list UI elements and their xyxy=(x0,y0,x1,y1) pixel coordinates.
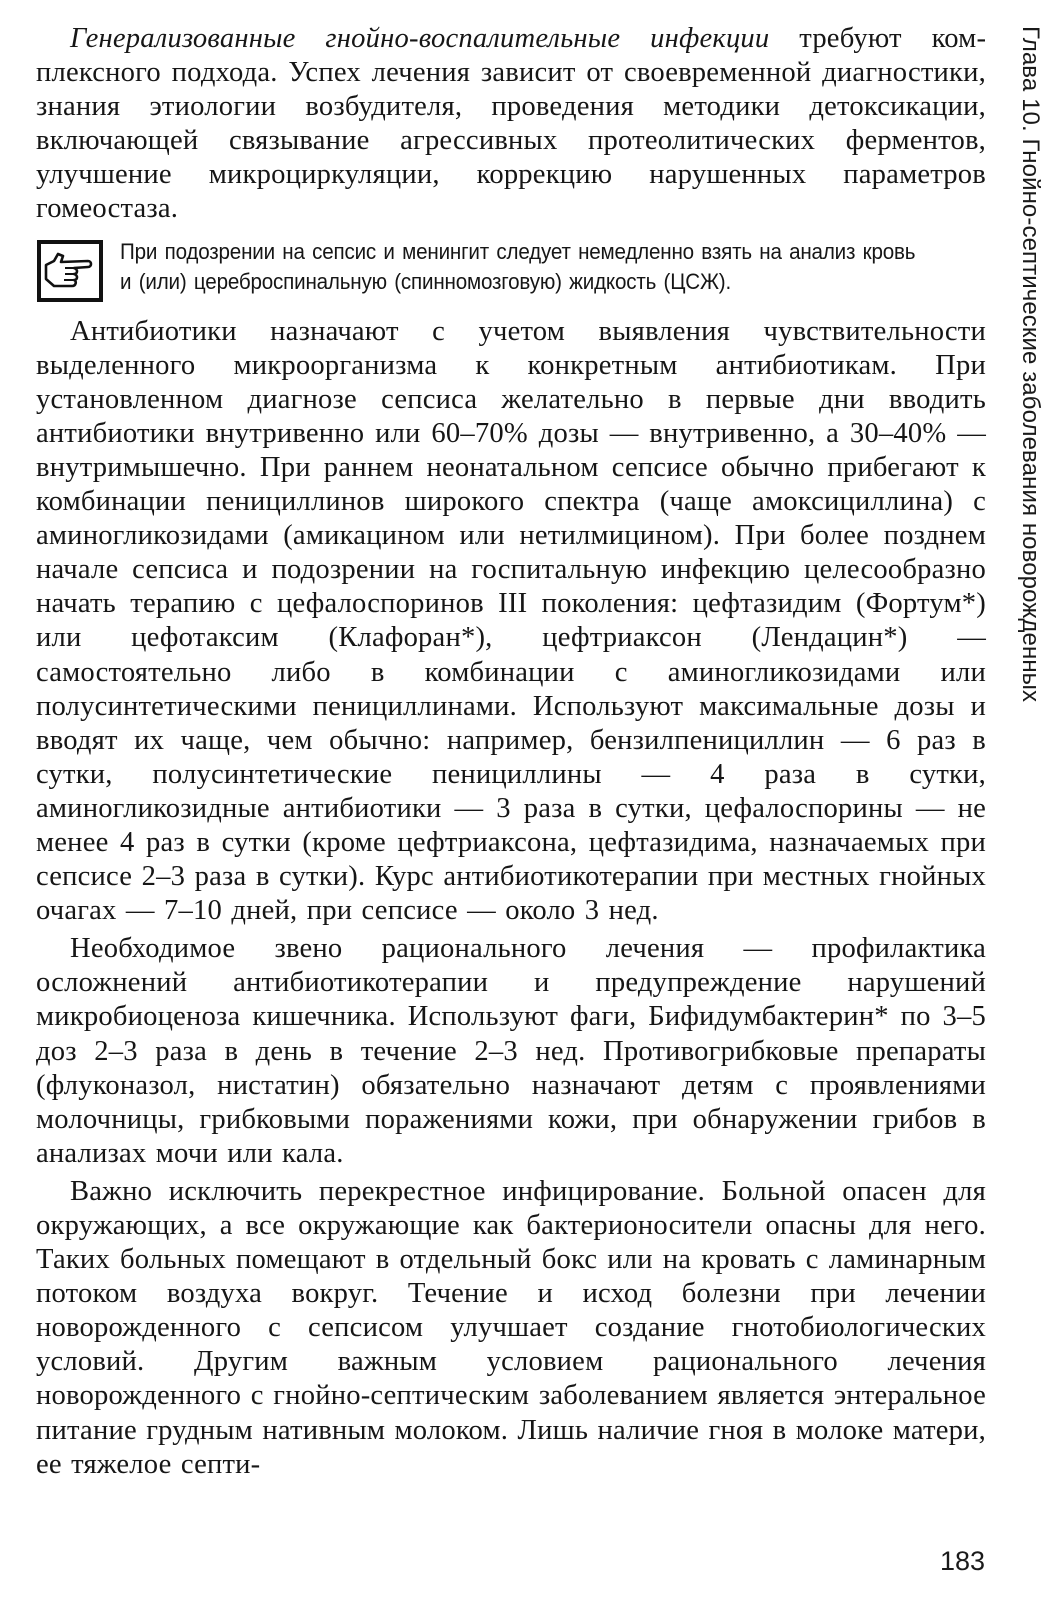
intro-paragraph xyxy=(36,22,986,227)
note-text: При подозрении на сепсис и менингит следует немедленно взять на анализ кровь и (или) цереброспинальную (спинномозговую) жидкость (ЦСЖ). xyxy=(120,238,916,294)
page-number: 183 xyxy=(939,1546,985,1576)
paragraph-antibiotics: Антибиотики назначают с учетом выявления чувствительности выделенного микроорганизма к конкретным антибиотикам. При установленном диагнозе сепсиса желательно в первые дни вводить антибиотики внутривенно или 60–70% дозы — внутривенно, а 30–40% — внутримышечно. При раннем неонатальном сепсисе обычно прибегают к комбинации пенициллинов широкого спектра (чаще амоксициллина) с аминогликозидами (амикацином или нетилмицином). При более позднем начале сепсиса и подозрении на госпитальную инфекцию целесообразно начать терапию с цефалоспоринов III поколения: цефтазидим (Фортум*) или цефотаксим (Клафоран*), цефтриаксон (Лендацин*) — самостоятельно либо в комбинации с аминогликозидами или полусинтетическими пенициллинами. Используют максимальные дозы и вводят их чаще, чем обычно: например, бензилпенициллин — 6 раз в сутки, полусинтетические пенициллины — 4 раза в сутки, аминогликозидные антибиотики — 3 раза в сутки, цефалоспорины — не менее 4 раз в сутки (кроме цефтриаксона, цефтазидима, назначаемых при сепсисе 2–3 раза в сутки). Курс антибиотикотерапии при местных гнойных очагах — 7–10 дней, при сепсисе — около 3 нед. xyxy=(36,315,986,927)
page-body xyxy=(36,22,986,1482)
pointing-hand-icon xyxy=(36,239,106,303)
note-box xyxy=(36,237,986,303)
paragraph-cross-infection: Важно исключить перекрестное инфицирование. Больной опасен для окружающих, а все окружающие как бактерионосители опасны для него. Таких больных помещают в отдельный бокс или на кровать с ламинарным потоком воздуха вокруг. Течение и исход болезни при лечении новорожденного с сепсисом улучшает создание гнотобиологических условий. Другим важным условием рационального лечения новорожденного с гнойно-септическим заболеванием является энтеральное питание грудным нативным молоком. Лишь наличие гноя в молоке матери, ее тяжелое септи- xyxy=(36,1175,986,1480)
paragraph-prophylaxis: Необходимое звено рационального лечения — профилактика осложнений антибиотикотерапии и предупреждение нарушений микробиоценоза кишечника. Используют фаги, Бифидумбактерин* по 3–5 доз 2–3 раза в день в течение 2–3 нед. Противогрибковые препараты (флуконазол, нистатин) обязательно назначают детям с проявлениями молочницы, грибковыми поражениями кожи, при обнаружении грибов в анализах мочи или кала. xyxy=(36,933,986,1169)
intro-italic-lead: Генерализованные гнойно-воспалительные инфекции xyxy=(70,23,770,54)
intro-text: требуют комплексного подхода. Успех лечения зависит от своевременной диагностики, знания этиологии возбудителя, проведения методики детоксикации, включающей связывание агрессивных протеолитических ферментов, улучшение микроциркуляции, коррекцию нарушенных параметров гомеостаза. xyxy=(36,23,986,225)
running-head: Глава 10. Гнойно-септические заболевания новорожденных xyxy=(1017,26,1044,703)
